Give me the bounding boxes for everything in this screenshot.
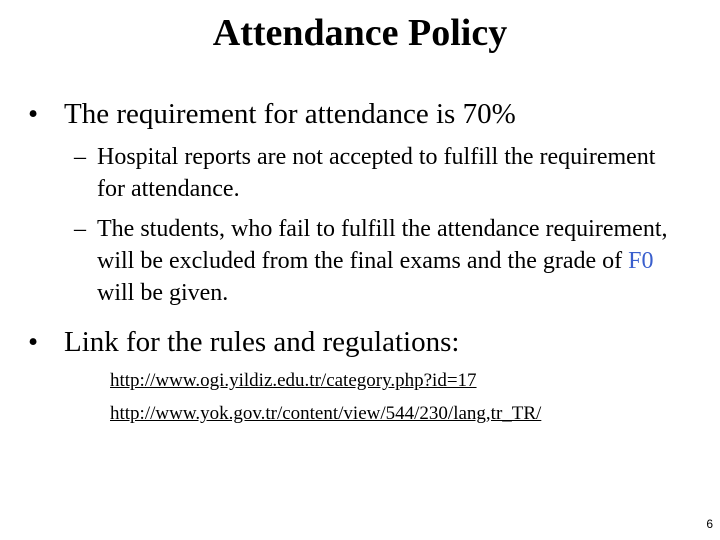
page-number: 6 bbox=[706, 517, 713, 531]
sub-bullet-text bbox=[74, 213, 687, 309]
bullet-text: The requirement for attendance is 70% bbox=[64, 98, 516, 130]
sub-bullet-text: Hospital reports are not accepted to fulfill the requirement for attendance. bbox=[97, 144, 656, 202]
sub-bullet-hospital-reports bbox=[74, 141, 687, 205]
bullet-marker: • bbox=[28, 98, 39, 130]
text-before-grade: The students, who fail to fulfill the attendance requirement, will be excluded from the final exams and the grade of bbox=[97, 216, 668, 274]
sub-bullet-exclusion bbox=[74, 213, 687, 309]
dash-marker: – bbox=[74, 216, 86, 242]
dash-marker: – bbox=[74, 144, 86, 170]
bullet-rules-link bbox=[28, 325, 459, 359]
bullet-marker: • bbox=[28, 326, 39, 358]
link-yok-gov[interactable]: http://www.yok.gov.tr/content/view/544/230/lang,tr_TR/ bbox=[110, 403, 542, 424]
link-ogi-yildiz[interactable]: http://www.ogi.yildiz.edu.tr/category.php?id=17 bbox=[110, 370, 477, 391]
slide-title: Attendance Policy bbox=[212, 12, 508, 54]
grade-highlight: F0 bbox=[628, 248, 654, 274]
bullet-text: Link for the rules and regulations: bbox=[64, 326, 460, 358]
bullet-attendance-requirement bbox=[28, 97, 516, 131]
text-after-grade: will be given. bbox=[97, 280, 229, 306]
